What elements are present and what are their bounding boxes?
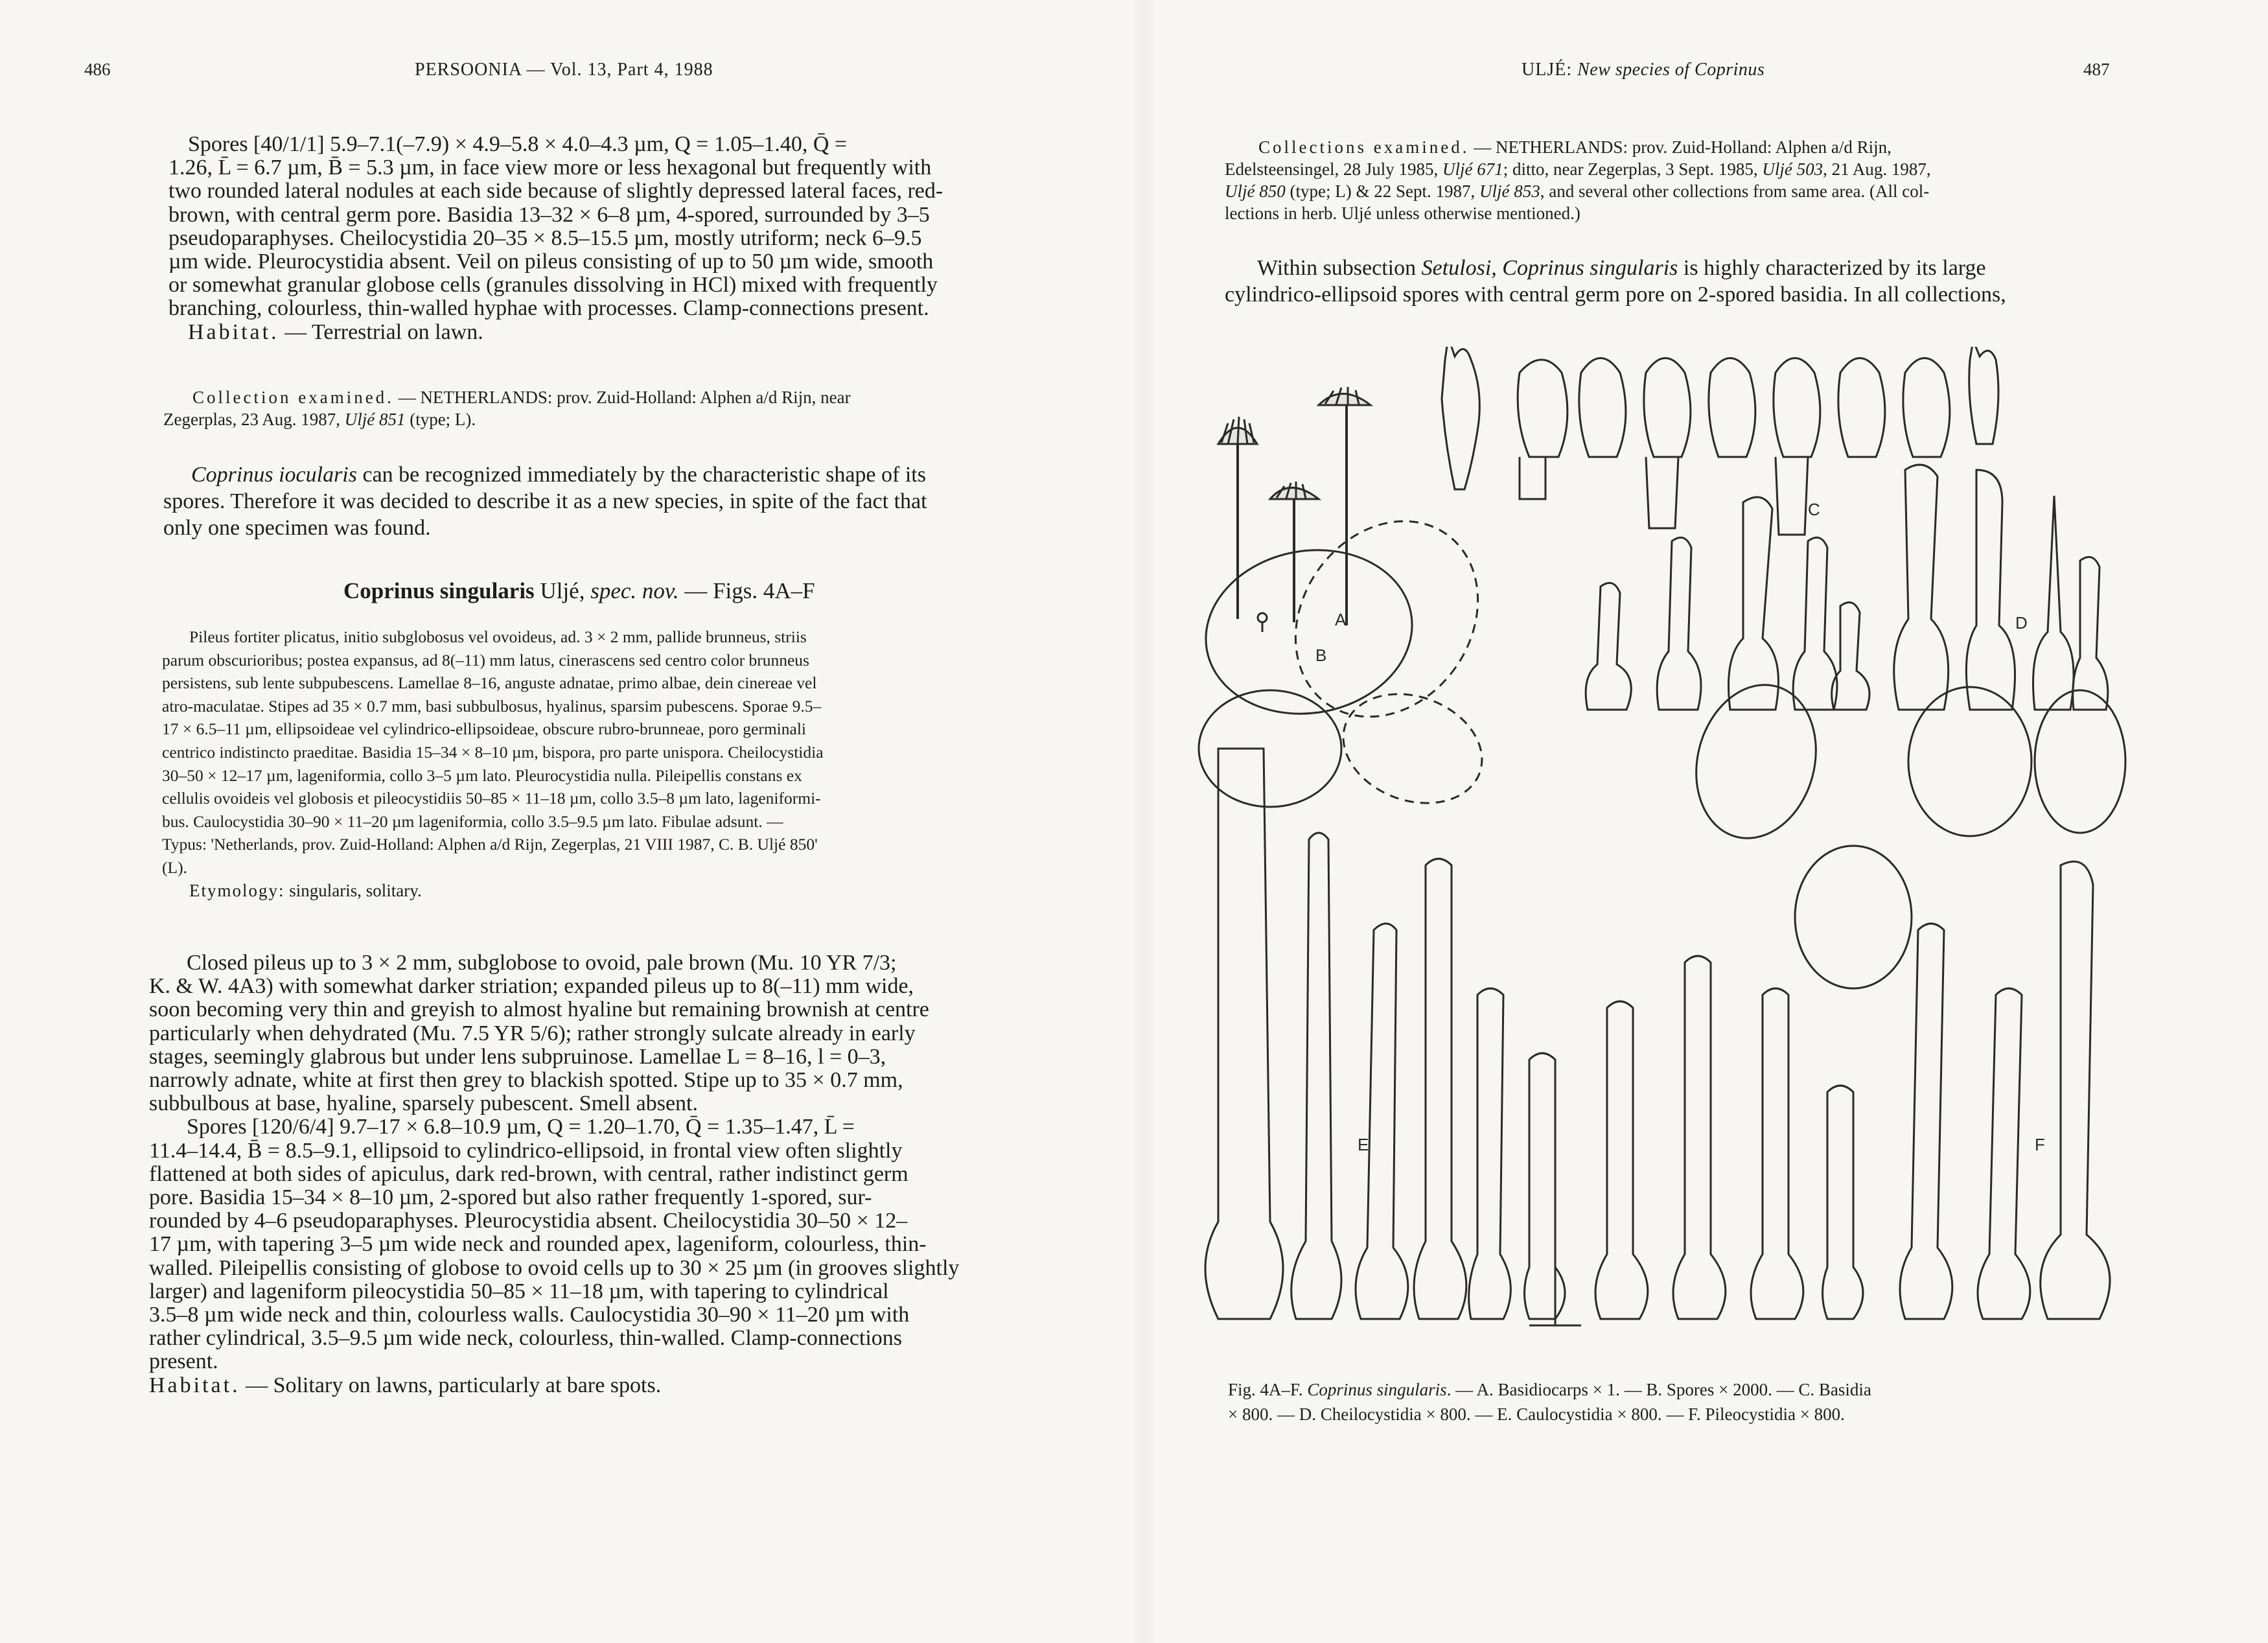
text-line: soon becoming very thin and greyish to almost hyaline but remaining brownish at centre: [149, 997, 929, 1022]
text-line: rather cylindrical, 3.5–9.5 µm wide neck, colourless, thin-walled. Clamp-connections: [149, 1326, 903, 1351]
text-line: bus. Caulocystidia 30–90 × 11–20 µm lageniformia, collo 3.5–9.5 µm lato. Fibulae adsunt. —: [162, 811, 783, 831]
text-line: larger) and lageniform pileocystidia 50–85 × 11–18 µm, with tapering to cylindrical: [149, 1279, 889, 1303]
text-line: 1.26, L̄ = 6.7 µm, B̄ = 5.3 µm, in face view more or less hexagonal but frequently with: [168, 156, 932, 180]
species-heading: [343, 578, 901, 604]
text-line: Spores [120/6/4] 9.7–17 × 6.8–10.9 µm, Q = 1.20–1.70, Q̄ = 1.35–1.47, L̄ =: [187, 1115, 855, 1139]
text-line: 3.5–8 µm wide neck and thin, colourless walls. Caulocystidia 30–90 × 11–20 µm with: [149, 1303, 910, 1327]
text-line: Pileus fortiter plicatus, initio subglobosus vel ovoideus, ad. 3 × 2 mm, pallide brunneus, striis: [189, 627, 807, 646]
page-number: 486: [84, 60, 111, 79]
text-line: pseudoparaphyses. Cheilocystidia 20–35 × 8.5–15.5 µm, mostly utriform; neck 6–9.5: [168, 226, 922, 250]
text-line: can be recognized immediately by the characteristic shape of its: [356, 463, 926, 487]
habitat-line: [188, 321, 943, 344]
collections-text: , and several other collections from same area. (All col-: [1540, 181, 1930, 201]
collection-number: Uljé 503: [1762, 159, 1823, 179]
text-line: parum obscurioribus; postea expansus, ad 8(–11) mm latus, cinerascens sed centro color brunneus: [162, 650, 809, 670]
text-line: stages, seemingly glabrous but under lens subpruinose. Lamellae L = 8–16, l = 0–3,: [149, 1044, 886, 1069]
basidia-illustration: [1442, 347, 1998, 535]
caption-label: Fig. 4A–F.: [1228, 1380, 1308, 1399]
caption-text: × 800. — D. Cheilocystidia × 800. — E. Caulocystidia × 800. — F. Pileocystidia × 800.: [1228, 1404, 1845, 1424]
etymology-label: Etymology:: [189, 880, 285, 900]
collections-text: (type; L) & 22 Sept. 1987,: [1285, 181, 1479, 201]
text-line: cellulis ovoideis vel globosis et pileocystidiis 50–85 × 11–18 µm, collo 3.5–8 µm lato, lageniformi-: [162, 789, 821, 808]
cheilocystidia-illustration: [1586, 465, 2108, 710]
text-line: (L).: [162, 857, 187, 877]
species-author: Uljé,: [534, 578, 591, 603]
text-line: narrowly adnate, white at first then grey to blackish spotted. Stipe up to 35 × 0.7 mm,: [149, 1068, 903, 1093]
collections-text: , 21 Aug. 1987,: [1823, 159, 1931, 179]
habitat-label: Habitat.: [149, 1373, 240, 1397]
figure-label-a: A: [1335, 610, 1347, 629]
text-line: 30–50 × 12–17 µm, lageniformia, collo 3–5 µm lato. Pleurocystidia nulla. Pileipellis constans ex: [162, 765, 802, 785]
species-status: spec. nov.: [590, 578, 679, 603]
text-line: flattened at both sides of apiculus, dark red-brown, with central, rather indistinct germ: [149, 1161, 908, 1186]
text-line: cylindrico-ellipsoid spores with central germ pore on 2-spored basidia. In all collections,: [1225, 283, 2006, 307]
text-line: µm wide. Pleurocystidia absent. Veil on pileus consisting of up to 50 µm wide, smooth: [168, 250, 934, 274]
description-paragraph: [149, 951, 960, 1397]
text-line: 17 µm, with tapering 3–5 µm wide neck and rounded apex, lageniform, colourless, thin-: [149, 1232, 927, 1257]
collection-text: — NETHERLANDS: prov. Zuid-Holland: Alphen a/d Rijn, near: [393, 388, 851, 407]
text-line: two rounded lateral nodules at each side because of slightly depressed lateral faces, red-: [168, 179, 943, 204]
species-name: Coprinus iocularis: [191, 463, 357, 487]
spores-illustration: [1193, 485, 2125, 988]
caption-text: . — A. Basidiocarps × 1. — B. Spores × 2000. — C. Basidia: [1446, 1380, 1871, 1399]
running-head-title: New species of Coprinus: [1577, 60, 1765, 80]
text-line: centrico indistincto praeditae. Basidia 15–34 × 8–10 µm, bispora, pro parte unispora. Cheilocystidia: [162, 742, 824, 762]
running-head: [1522, 60, 1765, 80]
figure-caption: [1228, 1377, 1871, 1427]
basidiocarps-illustration: [1218, 387, 1371, 632]
figure-reference: — Figs. 4A–F: [678, 578, 815, 603]
collections-label: Collections examined.: [1258, 137, 1470, 157]
text-line: subbulbous at base, hyaline, sparsely pubescent. Smell absent.: [149, 1091, 698, 1116]
text-line: Spores [40/1/1] 5.9–7.1(–7.9) × 4.9–5.8 × 4.0–4.3 µm, Q = 1.05–1.40, Q̄ =: [188, 132, 848, 156]
text-line: particularly when dehydrated (Mu. 7.5 YR 5/6); rather strongly sulcate already in early: [149, 1021, 916, 1045]
collection-number: Uljé 671: [1442, 159, 1503, 179]
etymology-text: singularis, solitary.: [284, 880, 422, 900]
text-line: Closed pileus up to 3 × 2 mm, subglobose to ovoid, pale brown (Mu. 10 YR 7/3;: [187, 951, 897, 975]
text-line: or somewhat granular globose cells (granules dissolving in HCl) mixed with frequently: [168, 273, 938, 297]
remark-paragraph: [163, 461, 927, 541]
text-line: K. & W. 4A3) with somewhat darker striation; expanded pileus up to 8(–11) mm wide,: [149, 974, 914, 999]
running-head-author: ULJÉ:: [1522, 60, 1578, 80]
text-line: only one specimen was found.: [163, 516, 431, 540]
pileocystidia-illustration: [1595, 861, 2110, 1319]
collection-number: Uljé 853: [1479, 181, 1540, 201]
text-line: present.: [149, 1349, 218, 1374]
collection-number: Uljé 850: [1225, 181, 1286, 201]
page-number: 487: [2083, 60, 2110, 79]
figure-label-e: E: [1358, 1135, 1369, 1154]
habitat-label: Habitat.: [188, 320, 279, 344]
text-line: branching, colourless, thin-walled hyphae with processes. Clamp-connections present.: [168, 296, 929, 321]
text-line: spores. Therefore it was decided to describe it as a new species, in spite of the fact that: [163, 489, 927, 513]
collections-text: ; ditto, near Zegerplas, 3 Sept. 1985,: [1503, 159, 1763, 179]
text-line: pore. Basidia 15–34 × 8–10 µm, 2-spored but also rather frequently 1-spored, sur-: [149, 1185, 872, 1210]
text-line: 17 × 6.5–11 µm, ellipsoideae vel cylindrico-ellipsoideae, obscure rubro-brunneae, poro germinali: [162, 719, 806, 739]
text-line: brown, with central germ pore. Basidia 13–32 × 6–8 µm, 4-spored, surrounded by 3–5: [168, 202, 930, 227]
text-line: rounded by 4–6 pseudoparaphyses. Pleurocystidia absent. Cheilocystidia 30–50 × 12–: [149, 1209, 908, 1233]
collections-text: lections in herb. Uljé unless otherwise mentioned.): [1225, 204, 1580, 223]
running-head: PERSOONIA — Vol. 13, Part 4, 1988: [415, 60, 713, 80]
figure-drawing: [1192, 347, 2171, 1358]
collections-examined: [1225, 136, 1931, 224]
latin-diagnosis: [162, 625, 824, 902]
text-line: 11.4–14.4, B̄ = 8.5–9.1, ellipsoid to cylindrico-ellipsoid, in frontal view often slightly: [149, 1138, 903, 1163]
figure-4: [1192, 347, 2171, 1358]
text-line: is highly characterized by its large: [1678, 256, 1986, 280]
collections-text: — NETHERLANDS: prov. Zuid-Holland: Alphen a/d Rijn,: [1469, 137, 1892, 157]
figure-label-d: D: [2015, 613, 2028, 633]
text-line: persistens, sub lente subpubescens. Lamellae 8–16, anguste adnatae, primo albae, dein cinereae vel: [162, 673, 817, 693]
collections-text: Edelsteensingel, 28 July 1985,: [1225, 159, 1442, 179]
collection-text: (type; L).: [405, 410, 476, 429]
collection-number: Uljé 851: [344, 410, 406, 429]
collection-examined: [163, 386, 851, 430]
habitat-text: — Terrestrial on lawn.: [279, 320, 483, 344]
collection-label: Collection examined.: [192, 388, 394, 407]
spores-paragraph: [168, 132, 943, 344]
figure-label-b: B: [1315, 646, 1327, 665]
species-title: Coprinus singularis: [343, 578, 535, 603]
figure-label-c: C: [1808, 500, 1820, 519]
taxon-name: Setulosi, Coprinus singularis: [1421, 256, 1678, 280]
text-line: Within subsection: [1257, 256, 1422, 280]
figure-label-f: F: [2035, 1135, 2045, 1154]
discussion-paragraph: [1225, 255, 2006, 308]
text-line: Typus: 'Netherlands, prov. Zuid-Holland: Alphen a/d Rijn, Zegerplas, 21 VIII 1987, C. B. Uljé 850': [162, 835, 818, 854]
caulocystidia-illustration: [1205, 749, 1581, 1325]
caption-species: Coprinus singularis: [1307, 1380, 1447, 1399]
text-line: walled. Pileipellis consisting of globose to ovoid cells up to 30 × 25 µm (in grooves slightly: [149, 1255, 960, 1280]
habitat-text: — Solitary on lawns, particularly at bare spots.: [240, 1373, 662, 1397]
text-line: atro-maculatae. Stipes ad 35 × 0.7 mm, basi subbulbosus, hyalinus, sparsim pubescens. Sporae 9.5–: [162, 696, 822, 716]
collection-text: Zegerplas, 23 Aug. 1987,: [163, 410, 345, 429]
